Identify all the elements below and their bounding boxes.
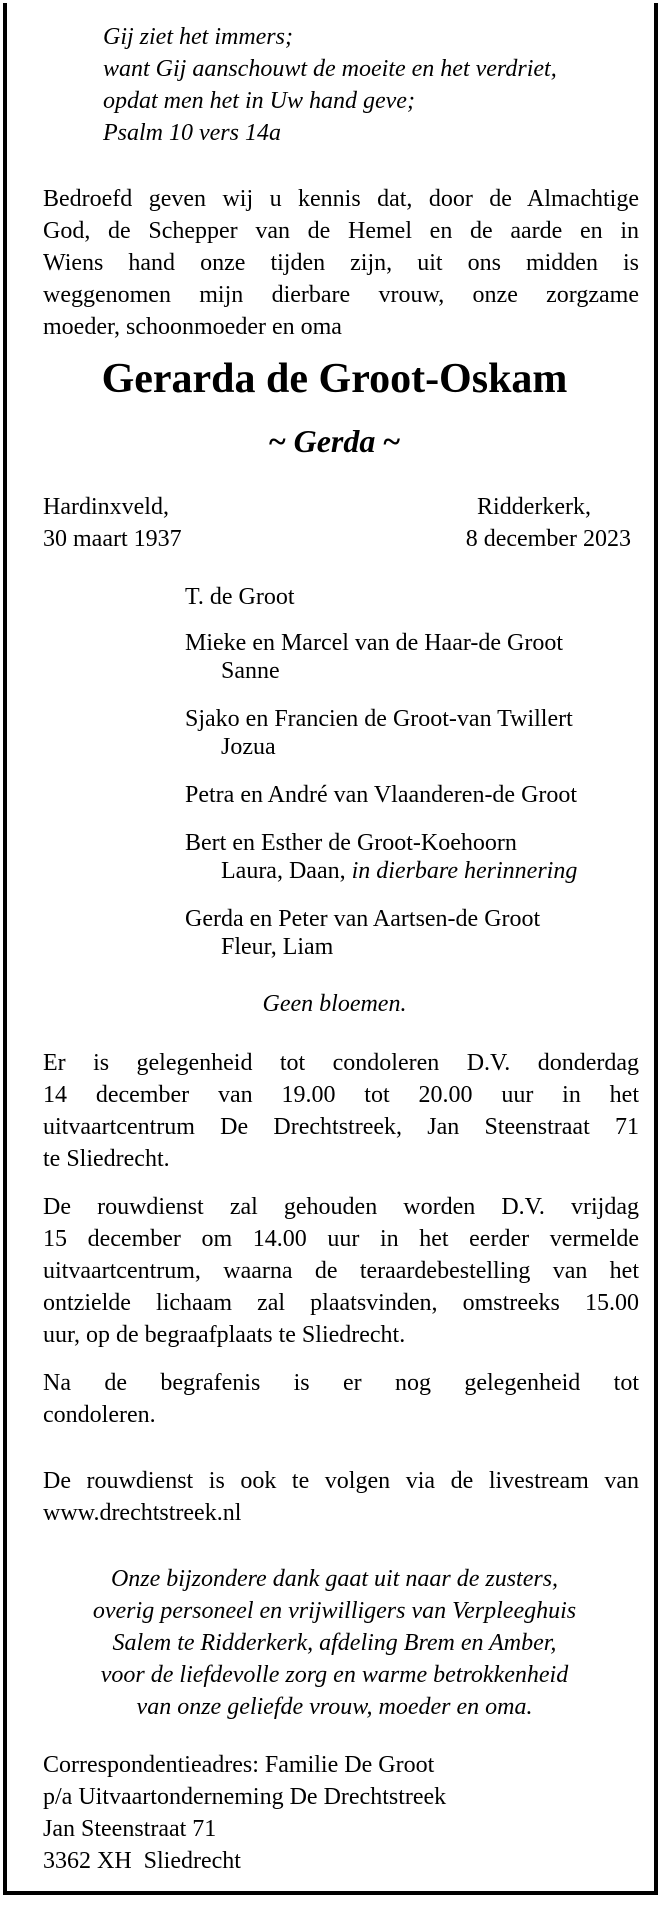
birth-date: 30 maart 1937: [43, 526, 182, 552]
in-memoriam-note: in dierbare herinnering: [351, 858, 578, 884]
service-text: [43, 1191, 639, 1351]
obituary-card: [3, 3, 658, 1895]
announcement-line: God, de Schepper van de Hemel en de aarde en in: [43, 218, 639, 244]
announcement-line: moeder, schoonmoeder en oma: [43, 314, 342, 340]
family-entry: [185, 905, 540, 961]
verse-line: opdat men het in Uw hand geve;: [103, 88, 415, 114]
condolence-line: te Sliedrecht.: [43, 1146, 170, 1172]
no-flowers-note: Geen bloemen.: [262, 991, 407, 1017]
family-main: Petra en André van Vlaanderen-de Groot: [185, 782, 578, 808]
condolence-text: [43, 1047, 639, 1175]
birth-info: [43, 491, 182, 555]
family-entry: [185, 583, 295, 611]
thanks-line: Onze bijzondere dank gaat uit naar de zusters,: [110, 1566, 559, 1592]
death-place: Ridderkerk,: [477, 494, 591, 520]
announcement-text: [43, 183, 639, 343]
condolence-line: uitvaartcentrum De Drechtstreek, Jan Steenstraat 71: [43, 1114, 639, 1140]
family-entry: [185, 629, 563, 685]
verse-line: Psalm 10 vers 14a: [103, 120, 281, 146]
nickname-prefix: ~: [268, 423, 294, 459]
thanks-text: [7, 1563, 662, 1723]
family-sub-names: Laura, Daan,: [221, 858, 352, 884]
address-line: Correspondentieadres: Familie De Groot: [43, 1752, 435, 1778]
family-entry: [185, 781, 577, 809]
thanks-line: van onze geliefde vrouw, moeder en oma.: [136, 1694, 533, 1720]
condolence-line: 14 december van 19.00 tot 20.00 uur in het: [43, 1082, 639, 1108]
thanks-line: overig personeel en vrijwilligers van Verpleeghuis: [92, 1598, 577, 1624]
death-date: 8 december 2023: [465, 526, 631, 552]
service-line: uitvaartcentrum, waarna de teraardebestelling van het: [43, 1258, 639, 1284]
address-line: Jan Steenstraat 71: [43, 1816, 217, 1842]
after-funeral-line: condoleren.: [43, 1402, 156, 1428]
birth-place: Hardinxveld,: [43, 494, 169, 520]
service-line: 15 december om 14.00 uur in het eerder vermelde: [43, 1226, 639, 1252]
service-line: uur, op de begraafplaats te Sliedrecht.: [43, 1322, 406, 1348]
deceased-name: Gerarda de Groot-Oskam: [101, 356, 568, 402]
verse-line: want Gij aanschouwt de moeite en het verdriet,: [103, 56, 557, 82]
family-entry: [185, 829, 577, 885]
announcement-line: Bedroefd geven wij u kennis dat, door de Almachtige: [43, 186, 639, 212]
after-funeral-text: [43, 1367, 639, 1431]
family-main: Bert en Esther de Groot-Koehoorn: [185, 830, 517, 856]
announcement-line: weggenomen mijn dierbare vrouw, onze zorgzame: [43, 282, 639, 308]
family-main: T. de Groot: [185, 584, 295, 610]
family-sub: Sanne: [221, 658, 280, 684]
nickname: Gerda: [293, 423, 376, 459]
death-info: [466, 491, 631, 555]
family-main: Gerda en Peter van Aartsen-de Groot: [185, 906, 541, 932]
livestream-url[interactable]: www.drechtstreek.nl: [43, 1500, 242, 1526]
service-line: ontzielde lichaam zal plaatsvinden, omstreeks 15.00: [43, 1290, 639, 1316]
livestream-line: De rouwdienst is ook te volgen via de livestream van: [43, 1468, 639, 1494]
family-sub: Fleur, Liam: [221, 934, 334, 960]
deceased-nickname: [7, 423, 662, 460]
livestream-text: [43, 1465, 639, 1529]
verse-line: Gij ziet het immers;: [103, 24, 293, 50]
address-line: 3362 XH Sliedrecht: [43, 1848, 241, 1874]
family-main: Sjako en Francien de Groot-van Twillert: [185, 706, 573, 732]
family-entry: [185, 705, 573, 761]
address-line: p/a Uitvaartonderneming De Drechtstreek: [43, 1784, 447, 1810]
after-funeral-line: Na de begrafenis is er nog gelegenheid tot: [43, 1370, 639, 1396]
thanks-line: Salem te Ridderkerk, afdeling Brem en Amber,: [112, 1630, 557, 1656]
thanks-line: voor de liefdevolle zorg en warme betrokkenheid: [100, 1662, 569, 1688]
condolence-line: Er is gelegenheid tot condoleren D.V. donderdag: [43, 1050, 639, 1076]
service-line: De rouwdienst zal gehouden worden D.V. vrijdag: [43, 1194, 639, 1220]
announcement-line: Wiens hand onze tijden zijn, uit ons midden is: [43, 250, 639, 276]
family-sub: [185, 857, 577, 885]
psalm-verse: [103, 21, 557, 149]
family-main: Mieke en Marcel van de Haar-de Groot: [185, 630, 564, 656]
family-sub: Jozua: [221, 734, 276, 760]
correspondence-address: [43, 1749, 446, 1877]
nickname-suffix: ~: [375, 423, 401, 459]
